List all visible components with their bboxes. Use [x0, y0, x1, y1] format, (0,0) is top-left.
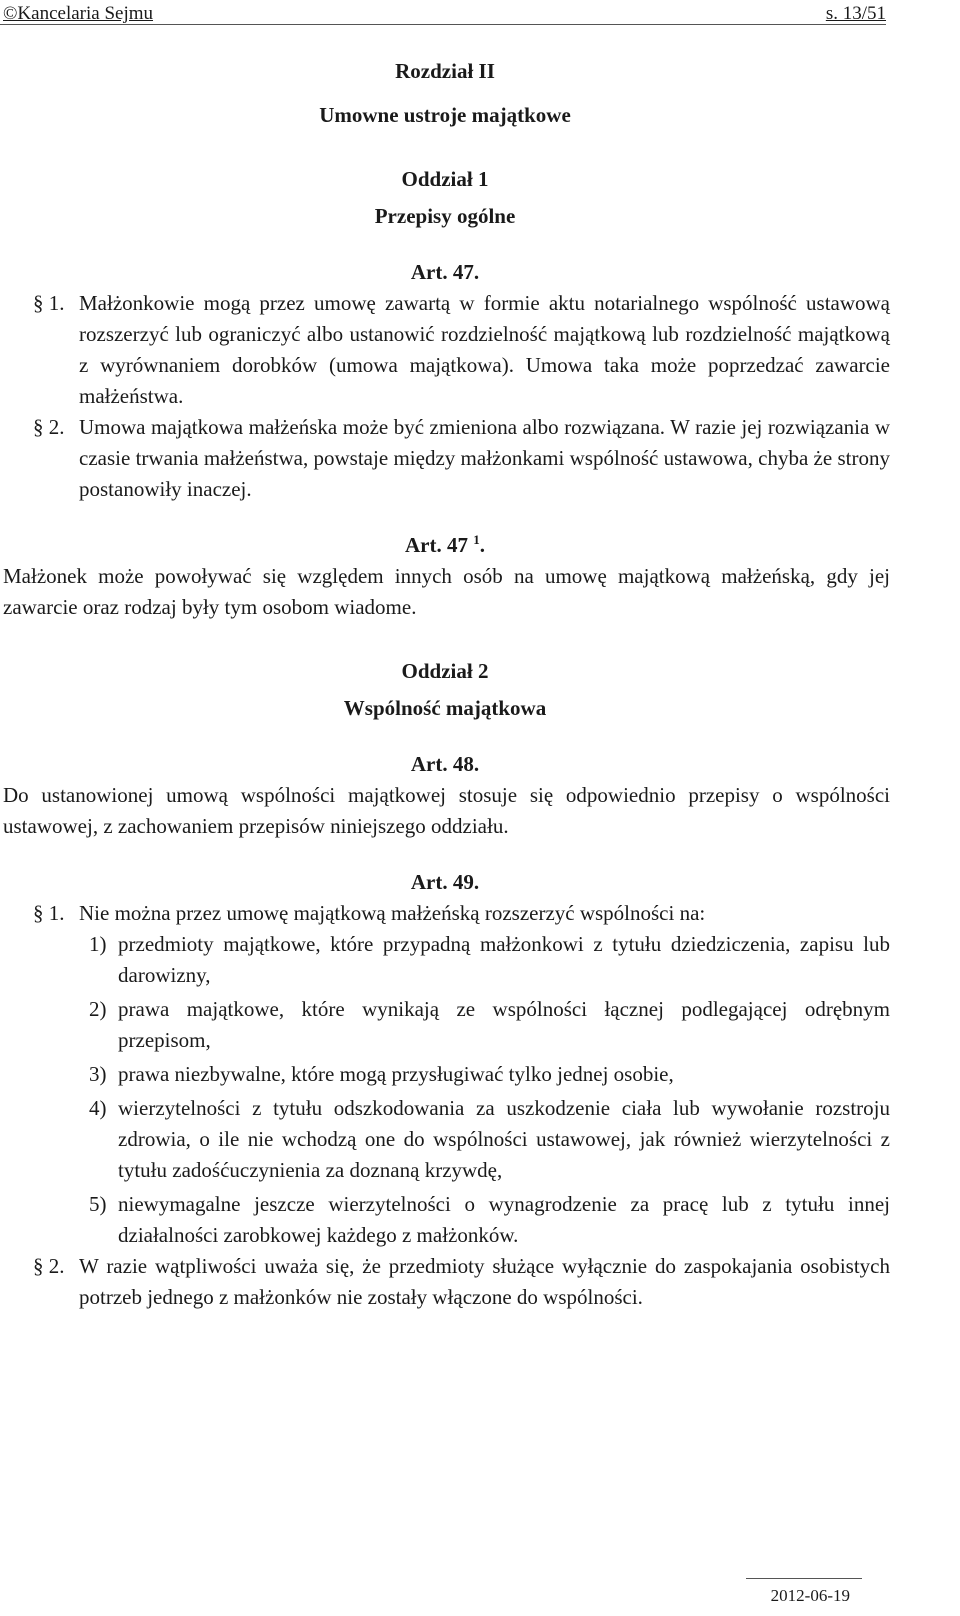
document-body	[0, 56, 890, 1313]
item-text: wierzytelności z tytułu odszkodowania za uszkodzenie ciała lub wywołanie rozstroju zdrowia, o ile nie wchodzą one do wspólności ustawowej, jak również wierzytelności z tytułu zadośćuczynienia za doznaną krzywdę,	[118, 1096, 890, 1182]
item-number: 2)	[89, 997, 107, 1021]
paragraph-text: Nie można przez umowę majątkową małżeńską rozszerzyć wspólności na:	[79, 901, 706, 925]
article-47-1-text: Małżonek może powoływać się względem innych osób na umowę majątkową małżeńską, gdy jej zawarcie oraz rodzaj były tym osobom wiadome.	[3, 564, 890, 619]
item-number: 1)	[89, 932, 107, 956]
paragraph-text: Umowa majątkowa małżeńska może być zmieniona albo rozwiązana. W razie jej rozwiązania w czasie trwania małżeństwa, powstaje między małżonkami wspólność ustawowa, chyba że strony postanowiły inaczej.	[79, 415, 890, 501]
page-number: s. 13/51	[825, 3, 886, 24]
article-47-paragraph-1	[0, 288, 890, 412]
header-divider	[0, 24, 886, 25]
paragraph-number: § 1.	[33, 291, 65, 315]
article-47-title: Art. 47.	[410, 260, 480, 284]
article-49-title: Art. 49.	[410, 870, 480, 894]
paragraph-number: § 2.	[33, 1254, 65, 1278]
list-item	[0, 1093, 890, 1186]
paragraph-number: § 1.	[33, 901, 65, 925]
section-1-title: Przepisy ogólne	[374, 204, 516, 228]
article-47-1-title: Art. 47 $^1$.	[405, 532, 485, 557]
article-49-paragraph-2	[0, 1251, 890, 1313]
item-text: niewymagalne jeszcze wierzytelności o wynagrodzenie za pracę lub z tytułu innej działalności zarobkowej każdego z małżonków.	[118, 1192, 890, 1247]
item-number: 3)	[89, 1062, 107, 1086]
article-48-text: Do ustanowionej umową wspólności majątkowej stosuje się odpowiednio przepisy o wspólności ustawowej, z zachowaniem przepisów niniejszego oddziału.	[3, 783, 890, 838]
publisher-label: ©Kancelaria Sejmu	[3, 3, 154, 24]
item-text: prawa niezbywalne, które mogą przysługiwać tylko jednej osobie,	[118, 1062, 674, 1086]
item-text: przedmioty majątkowe, które przypadną małżonkowi z tytułu dziedziczenia, zapisu lub darowizny,	[118, 932, 890, 987]
section-2-title: Wspólność majątkowa	[343, 696, 547, 720]
paragraph-text: Małżonkowie mogą przez umowę zawartą w formie aktu notarialnego wspólność ustawową rozszerzyć lub ograniczyć albo ustanowić rozdzielność majątkową lub rozdzielność majątkową z wyrównaniem dorobków (umowa majątkowa). Umowa taka może poprzedzać zawarcie małżeństwa.	[79, 291, 890, 408]
article-superscript: 1	[473, 532, 480, 547]
document-date: 2012-06-19	[770, 1586, 850, 1605]
section-1-label: Oddział 1	[401, 167, 489, 191]
item-number: 5)	[89, 1192, 107, 1216]
paragraph-number: § 2.	[33, 415, 65, 439]
chapter-title: Umowne ustroje majątkowe	[319, 103, 571, 127]
footer-divider	[746, 1578, 862, 1579]
list-item	[0, 994, 890, 1056]
paragraph-text: W razie wątpliwości uważa się, że przedmioty służące wyłącznie do zaspokajania osobistych potrzeb jednego z małżonków nie zostały włączone do wspólności.	[79, 1254, 890, 1309]
article-48-title: Art. 48.	[410, 752, 480, 776]
list-item	[0, 1059, 890, 1090]
page-header	[0, 0, 960, 26]
list-item	[0, 1189, 890, 1251]
list-item	[0, 929, 890, 991]
item-number: 4)	[89, 1096, 107, 1120]
section-2-label: Oddział 2	[401, 659, 489, 683]
chapter-label: Rozdział II	[395, 59, 495, 83]
item-text: prawa majątkowe, które wynikają ze wspólności łącznej podlegającej odrębnym przepisom,	[118, 997, 890, 1052]
article-49-paragraph-1	[0, 898, 890, 929]
article-47-paragraph-2	[0, 412, 890, 505]
